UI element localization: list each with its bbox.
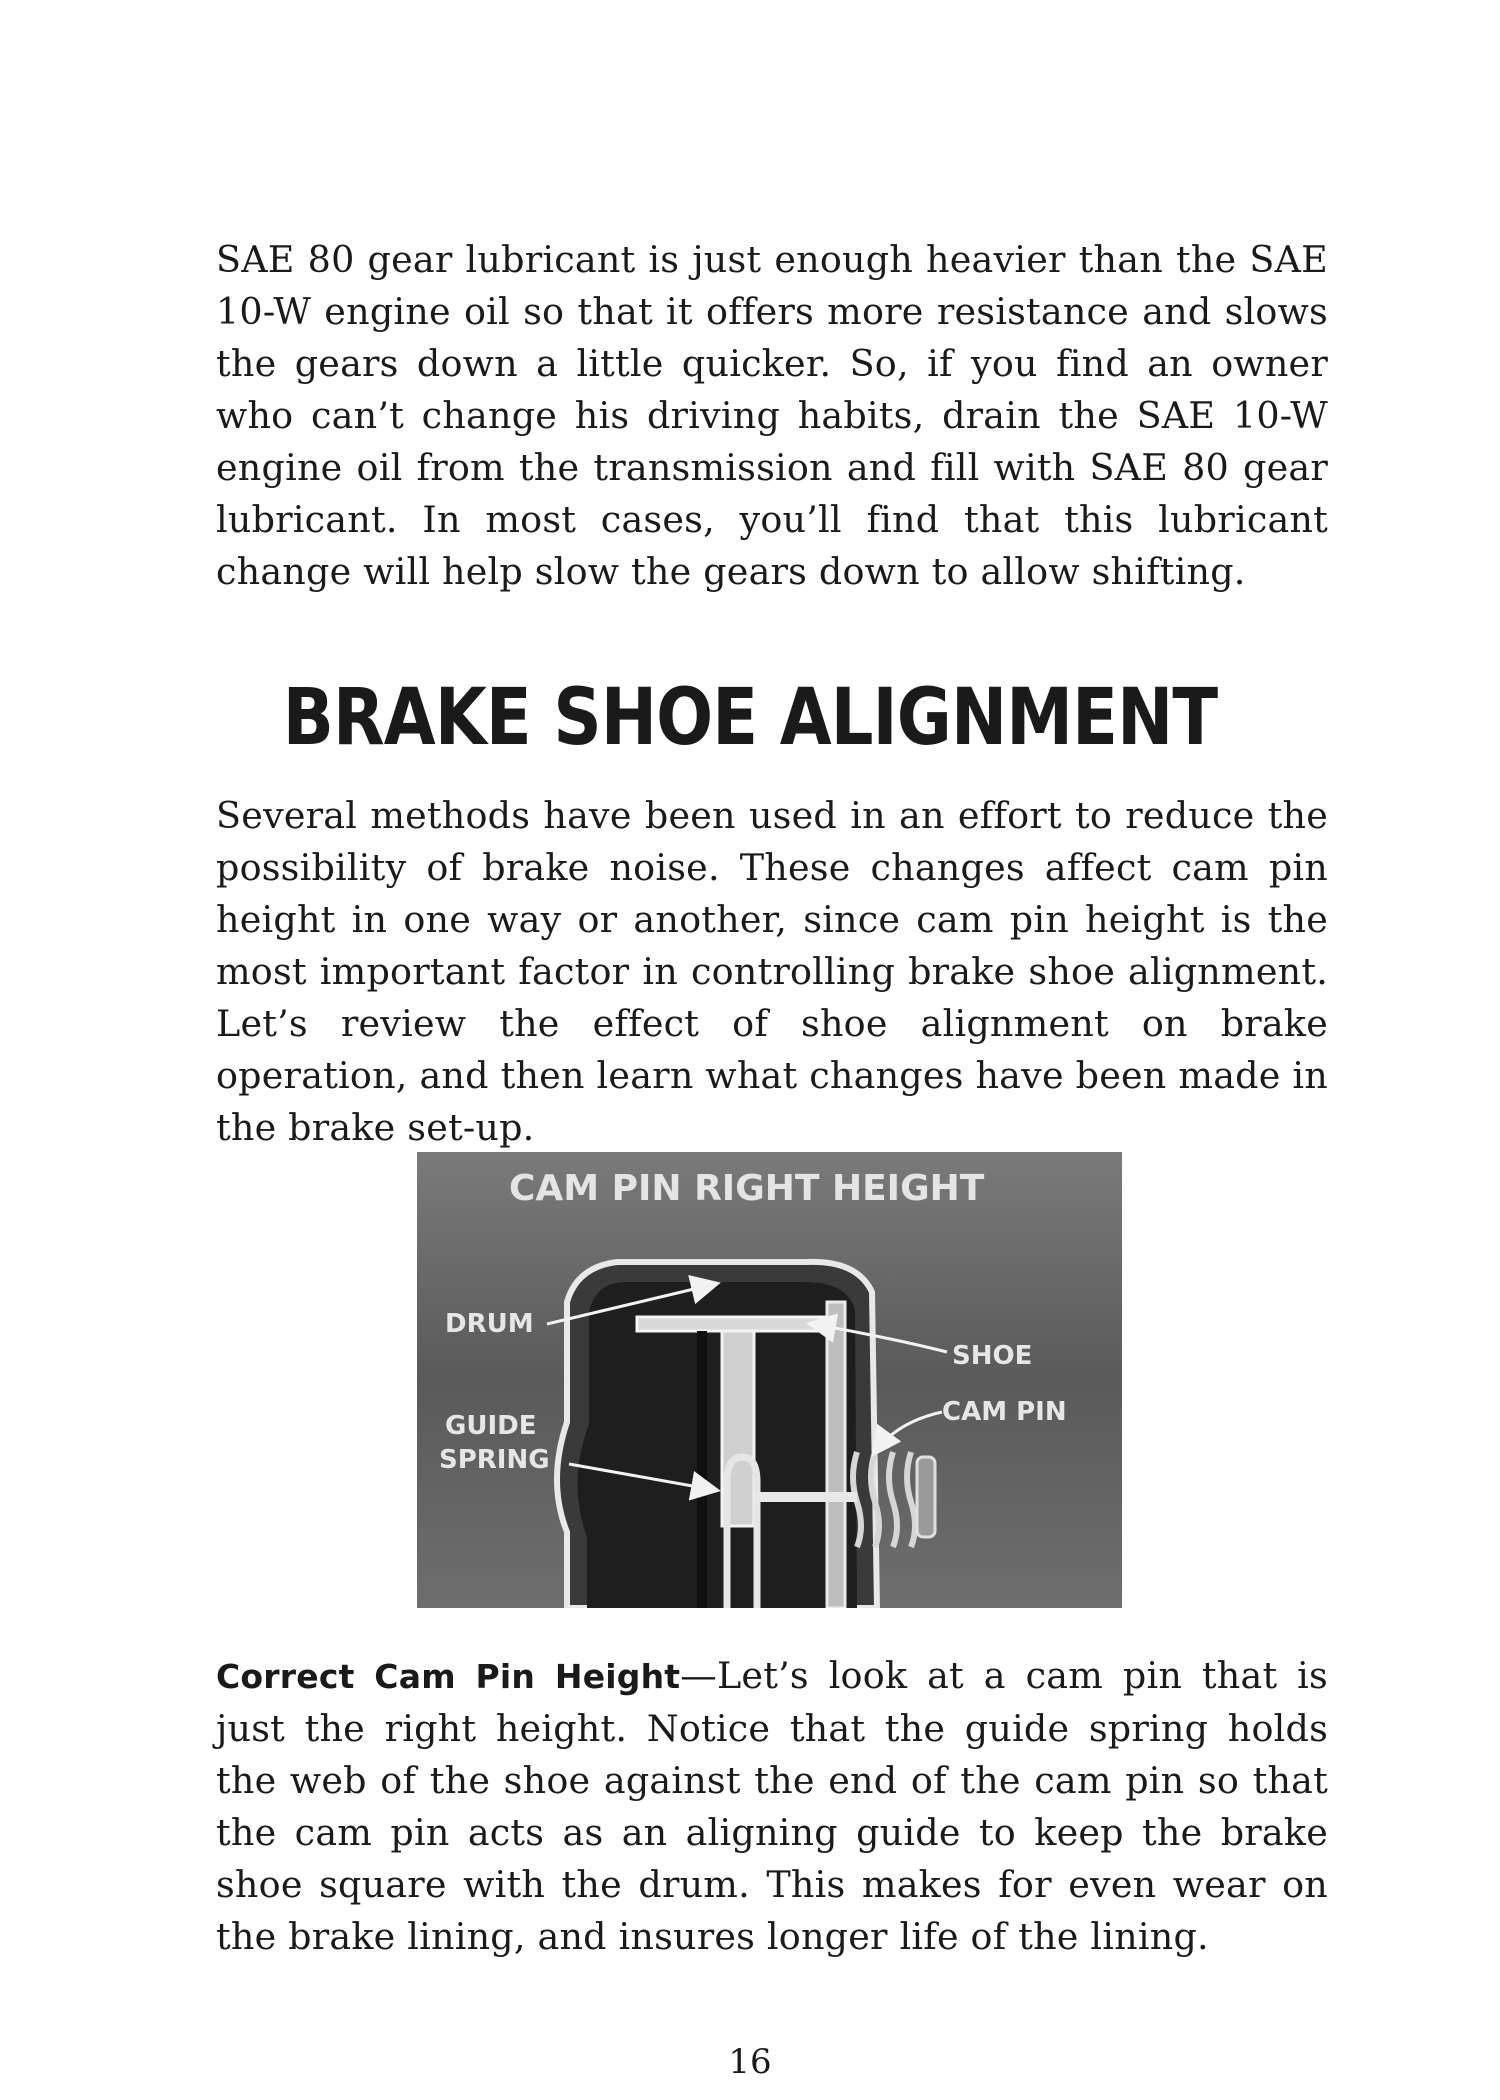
section-heading: BRAKE SHOE ALIGNMENT [282,673,1218,763]
backing-plate [827,1302,845,1608]
figure-title: CAM PIN RIGHT HEIGHT [509,1168,985,1209]
label-shoe: SHOE [952,1341,1033,1371]
label-guide: GUIDE [445,1411,537,1441]
cam-pin-head [917,1457,935,1537]
caption-body: —Let’s look at a cam pin that is just the right height. Notice that the guide spring holds the web of the shoe against the end of the cam pin so that the cam pin acts as an aligning guide to keep the brake shoe square with the drum. This makes for even wear on the brake lining, and insures longer life of the lining. [216,1654,1328,1958]
cam-pin-shaft [754,1492,857,1502]
shoe-rim [637,1317,837,1331]
cam-pin-figure [417,1152,1122,1608]
axle-slot [697,1331,707,1608]
brake-diagram [417,1152,1122,1608]
section-paragraph: Several methods have been used in an effort to reduce the possibility of brake noise. These changes affect cam pin height in one way or another, since cam pin height is the most important factor in controlling brake shoe alignment. Let’s review the effect of shoe alignment on brake operation, and then learn what changes have been made in the brake set-up. [216,794,1328,1149]
intro-paragraph: SAE 80 gear lubricant is just enough heavier than the SAE 10-W engine oil so that it offers more resistance and slows the gears down a little quicker. So, if you find an owner who can’t change his driving habits, drain the SAE 10-W engine oil from the transmission and fill with SAE 80 gear lubricant. In most cases, you’ll find that this lubricant change will help slow the gears down to allow shifting. [216,238,1328,593]
label-drum: DRUM [445,1309,534,1339]
page-number: 16 [728,2042,772,2082]
caption-lead: Correct Cam Pin Height [216,1657,681,1696]
label-cam-pin: CAM PIN [942,1397,1067,1427]
caption-paragraph [216,1650,1328,1963]
label-spring: SPRING [439,1445,550,1475]
